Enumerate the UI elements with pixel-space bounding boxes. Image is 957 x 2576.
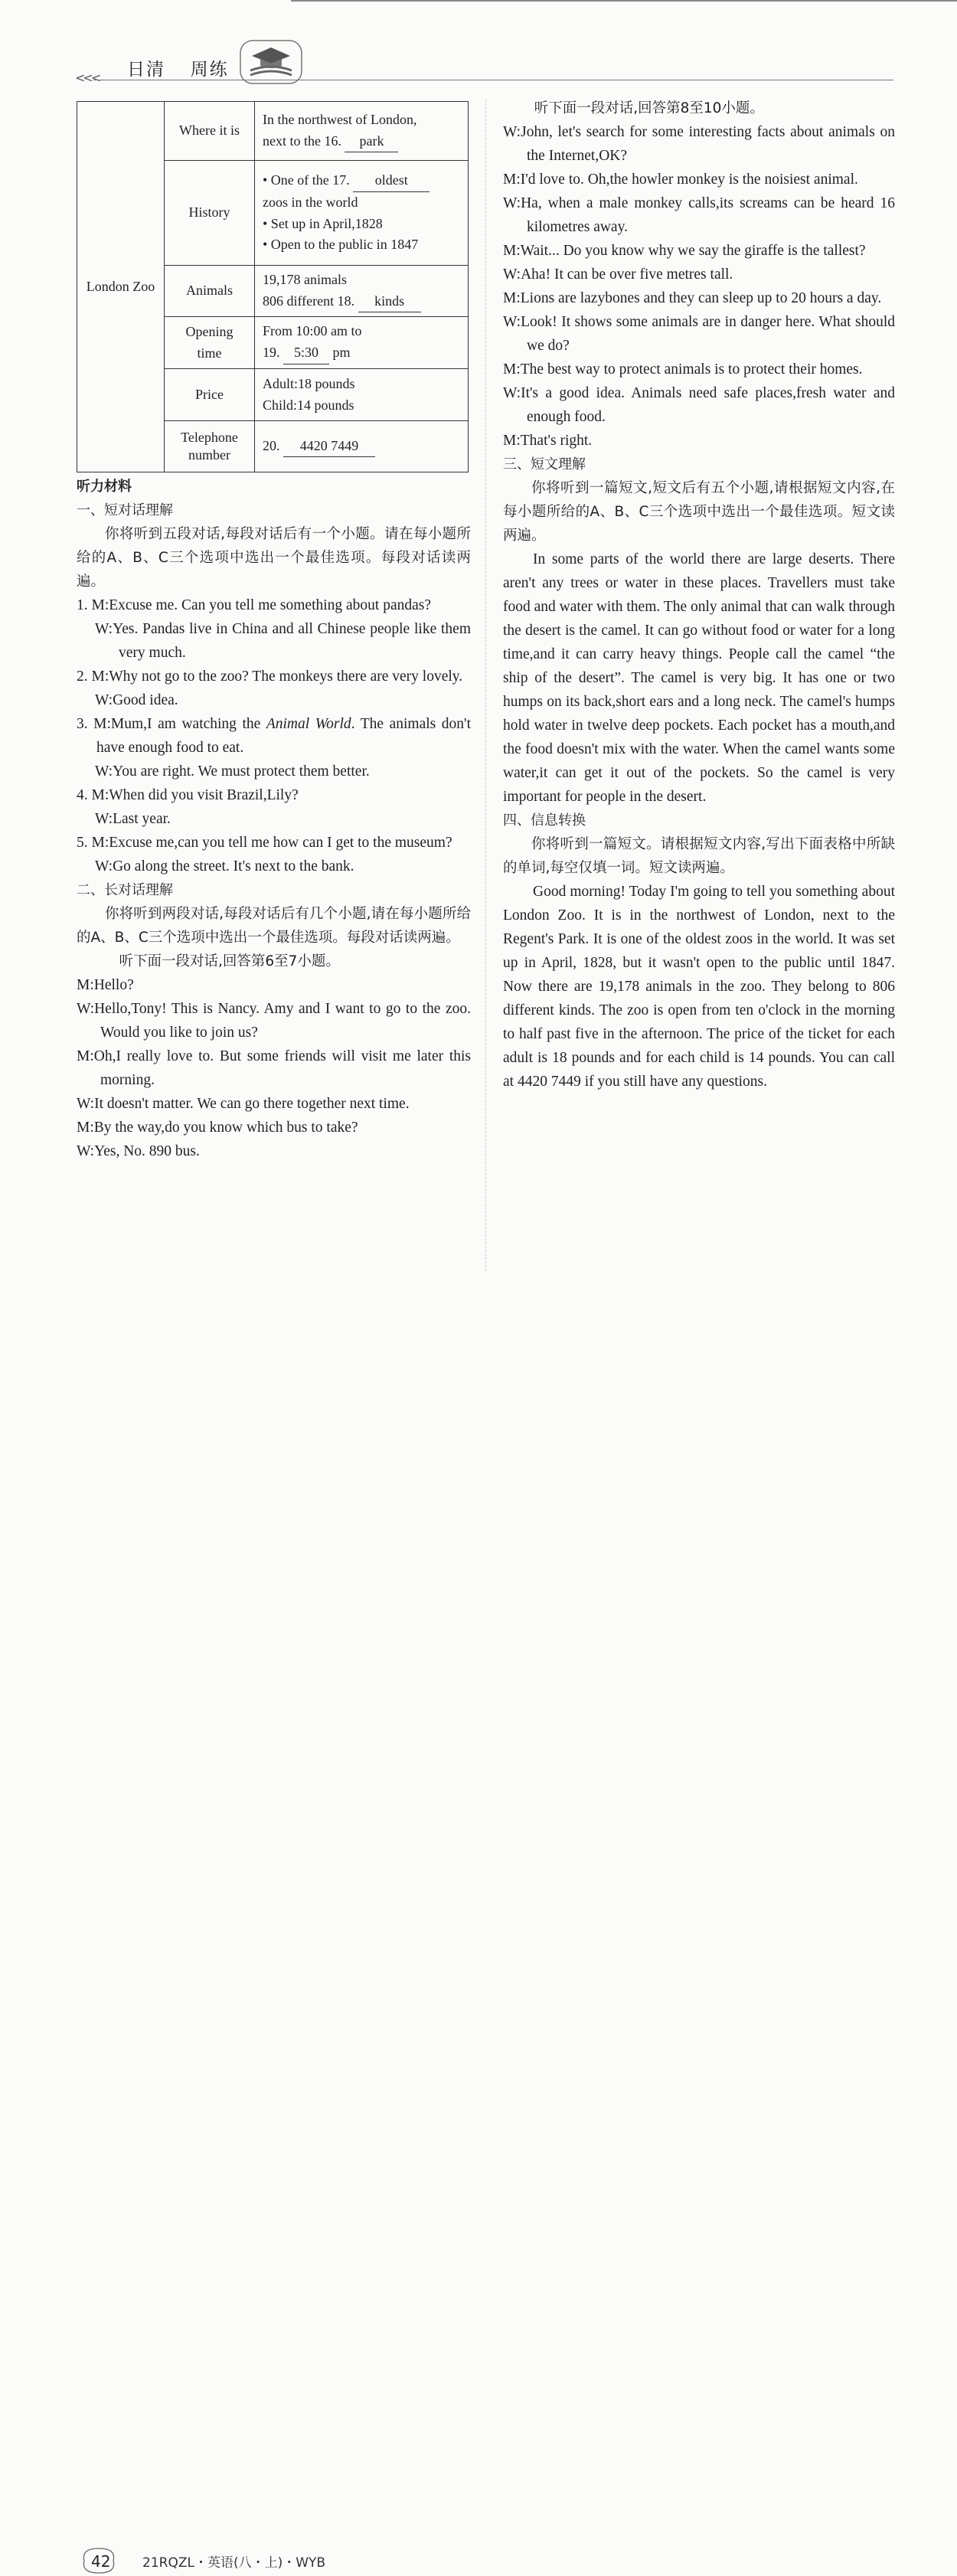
row-label-price: Price [165,369,255,421]
dialog-4-answer: W:Last year. [95,811,171,827]
dialog-line: M:Oh,I really love to. But some friends will visit me later this morning. [77,1048,471,1088]
page-number: 42 [80,2545,118,2576]
answer-19: 5:30 [283,342,329,364]
section-1-instructions: 你将听到五段对话,每段对话后有一个小题。请在每小题所给的A、B、C三个选项中选出一个最佳选项。每段对话读两遍。 [77,526,471,590]
page-footer [0,1271,957,2571]
dialog-4-question: 4. M:When did you visit Brazil,Lily? [77,787,299,803]
section-2-heading: 二、长对话理解 [77,882,173,898]
dialog-2-question: 2. M:Why not go to the zoo? The monkeys there are very lovely. [77,669,463,685]
page-header [0,0,957,92]
row-label-telephone: Telephone number [165,421,255,472]
dialog-line: W:Yes, No. 890 bus. [77,1143,200,1159]
dialog-3-answer: W:You are right. We must protect them better. [95,763,370,780]
dialog-line: W:Ha, when a male monkey calls,its screams can be heard 16 kilometres away. [503,195,895,235]
answer-17: oldest [353,170,430,192]
row-value-location: In the northwest of London, next to the 16. park [255,102,469,161]
dialog-line: W:It's a good idea. Animals need safe places,fresh water and enough food. [503,385,895,425]
column-divider [485,100,486,1271]
dialog-line: W:Look! It shows some animals are in danger here. What should we do? [503,314,895,354]
dialog-line: W:Hello,Tony! This is Nancy. Amy and I want to go to the zoo. Would you like to join us? [77,1001,471,1041]
section-2-sub-b: 听下面一段对话,回答第8至10小题。 [534,100,764,116]
row-value-telephone: 20. 4420 7449 [255,421,469,472]
row-value-animals: 19,178 animals 806 different 18. kinds [255,266,469,317]
brand-right: 周练 [190,60,229,80]
dialog-line: W:John, let's search for some interesting facts about animals on the Internet,OK? [503,124,895,164]
dialog-line: M:The best way to protect animals is to protect their homes. [503,361,863,378]
section-2-instructions: 你将听到两段对话,每段对话后有几个小题,请在每小题所给的A、B、C三个选项中选出一个最佳选项。每段对话读两遍。 [77,906,471,946]
graduation-cap-book-icon [240,40,302,84]
dialog-line: M:That's right. [503,433,593,449]
section-3-instructions: 你将听到一篇短文,短文后有五个小题,请根据短文内容,在每小题所给的A、B、C三个选项中选出一个最佳选项。短文读两遍。 [503,480,895,544]
row-label-location: Where it is [165,102,255,161]
row-label-animals: Animals [165,266,255,317]
right-column [503,96,895,1093]
section-2-sub: 听下面一段对话,回答第6至7小题。 [119,953,340,969]
top-rule [291,0,957,2]
dialog-5-question: 5. M:Excuse me,can you tell me how can I get to the museum? [77,835,452,851]
dialog-3-question: 3. M:Mum,I am watching the Animal World. The animals don't have enough food to eat. [77,716,471,756]
section-1-heading: 一、短对话理解 [77,502,173,518]
answer-16: park [345,131,398,153]
dialog-line: M:Lions are lazybones and they can sleep up to 20 hours a day. [503,290,882,306]
row-value-opening-time: From 10:00 am to 19. 5:30 pm [255,317,469,369]
answer-20: 4420 7449 [283,436,375,458]
dialog-line: W:Aha! It can be over five metres tall. [503,266,733,283]
row-label-history: History [165,161,255,266]
arrow-icon: <<< [75,70,100,85]
info-table [77,101,469,472]
dialog-line: M:Wait... Do you know why we say the giraffe is the tallest? [503,243,866,259]
materials-title: 听力材料 [77,479,132,495]
dialog-1-answer: W:Yes. Pandas live in China and all Chinese people like them very much. [95,621,471,661]
dialog-1-question: 1. M:Excuse me. Can you tell me something about pandas? [77,597,432,613]
dialog-5-answer: W:Go along the street. It's next to the bank. [95,858,354,874]
dialog-line: M:Hello? [77,977,134,993]
section-4-passage: Good morning! Today I'm going to tell you something about London Zoo. It is in the northwest of London, next to the Regent's Park. It is one of the oldest zoos in the world. It was set up in April, 1828, but it wasn't open to the public until 1847. Now there are 19,178 animals in the zoo. They belong to 806 different kinds. The zoo is open from ten o'clock in the morning to half past five in the afternoon. The price of the ticket for each adult is 18 pounds and for each child is 14 pounds. You can call at 4420 7449 if you still have any questions. [503,884,895,1090]
dialog-line: W:It doesn't matter. We can go there together next time. [77,1096,410,1112]
dialog-line: M:I'd love to. Oh,the howler monkey is the noisiest animal. [503,172,858,188]
dialog-2-answer: W:Good idea. [95,692,178,708]
brand-title [127,55,229,80]
book-code: 21RQZL・英语(八・上)・WYB [142,2555,326,2571]
row-value-history: • One of the 17. oldest zoos in the world • Set up in April,1828 • Open to the public in 1847 [255,161,469,266]
brand-left: 日清 [127,60,165,80]
section-4-heading: 四、信息转换 [503,812,586,829]
section-4-instructions: 你将听到一篇短文。请根据短文内容,写出下面表格中所缺的单词,每空仅填一词。短文读两遍。 [503,836,895,876]
zoo-name: London Zoo [77,102,165,472]
section-3-heading: 三、短文理解 [503,456,586,472]
answer-18: kinds [358,291,421,313]
row-label-opening-time: Opening time [165,317,255,369]
section-3-passage: In some parts of the world there are large deserts. There aren't any trees or water in these places. Travellers must take food and water with them. The only animal that can walk through the desert is the camel. It can go without food or water for a long time,and it can carry heavy things. People call the camel “the ship of the desert”. The camel is very big. It has one or two humps on its back,short ears and a long neck. The camel's humps hold water in twelve deep pockets. Each pocket has a mouth,and the food doesn't mix with the water. When the camel wants some water,it can get it out of the pockets. So the camel is very important for people in the desert. [503,551,895,805]
row-value-price: Adult:18 pounds Child:14 pounds [255,369,469,421]
left-column [77,475,471,1163]
dialog-line: M:By the way,do you know which bus to take? [77,1120,358,1136]
